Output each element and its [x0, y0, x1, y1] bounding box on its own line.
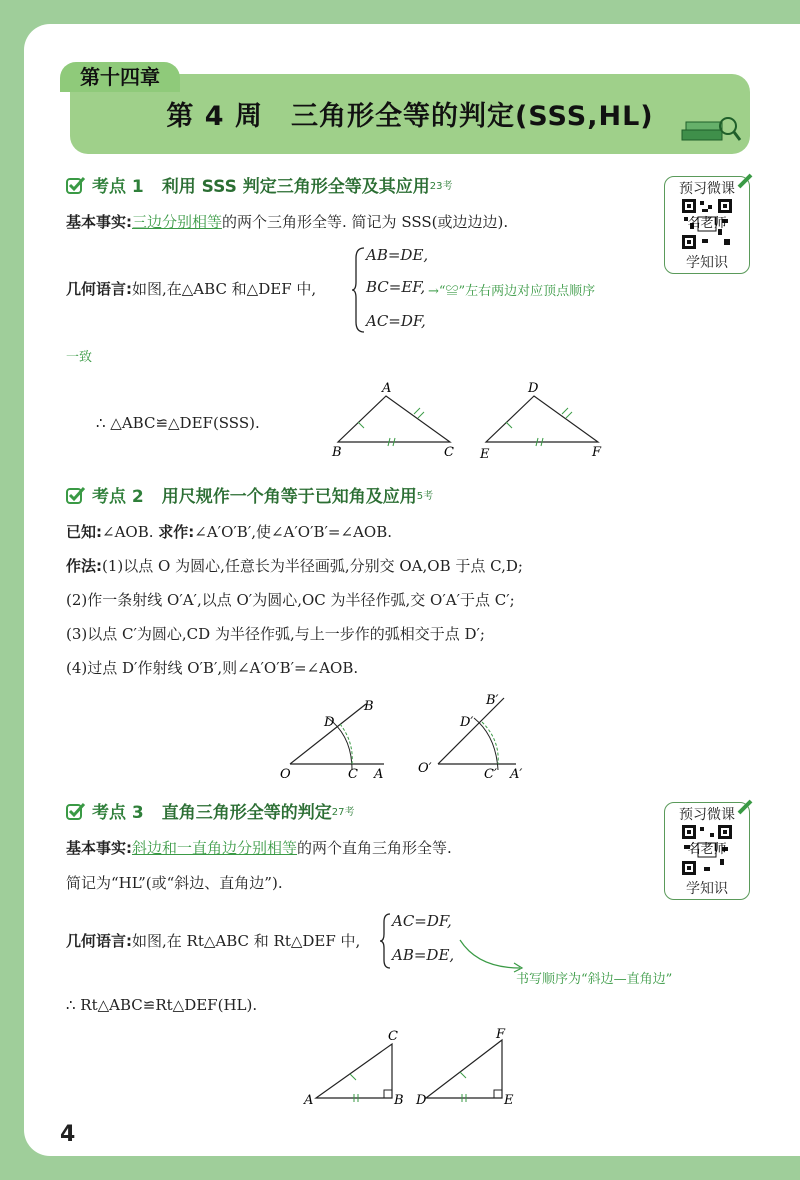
label-A: A — [382, 381, 392, 396]
page-number: 4 — [60, 1122, 76, 1147]
label-B-prime: B′ — [486, 693, 499, 708]
label-B: B — [394, 1093, 404, 1108]
label-D-prime: D′ — [460, 715, 474, 730]
section-2-count: 5考 — [416, 491, 434, 502]
s1-geo-label: 几何语言: — [66, 280, 132, 298]
s1-cond-1: AB=DE, — [366, 246, 429, 264]
s1-note-b: 一致 — [66, 350, 93, 365]
preview-qr-box-2[interactable] — [664, 802, 750, 900]
s2-method-label: 作法: — [66, 557, 102, 575]
label-O-prime: O′ — [418, 761, 432, 776]
s2-step-1-line — [66, 555, 523, 576]
qr-bottom-label: 学知识 — [686, 255, 728, 271]
section-2-title: 用尺规作一个角等于已知角及应用 — [161, 487, 417, 507]
s2-angles-figure — [276, 690, 536, 782]
label-A: A — [374, 767, 384, 782]
chapter-tab: 第十四章 — [60, 62, 180, 92]
section-1-title: 利用 SSS 判定三角形全等及其应用 — [161, 177, 430, 197]
pencil-icon — [737, 797, 755, 815]
s2-ask-label: 求作: — [158, 523, 195, 541]
s3-fact-green: 斜边和一直角边分别相等 — [132, 839, 298, 857]
s3-conclusion: ∴ Rt△ABC≌Rt△DEF(HL). — [66, 996, 258, 1014]
s1-geo-text: 如图,在△ABC 和△DEF 中, — [132, 280, 317, 298]
s3-fact-line — [66, 837, 452, 858]
s2-step-4: (4)过点 D′作射线 O′B′,则∠A′O′B′=∠AOB. — [66, 659, 359, 677]
s3-geo-line — [66, 930, 360, 951]
s3-note: 书写顺序为“斜边—直角边” — [516, 972, 673, 987]
s2-known-line — [66, 521, 392, 542]
label-A: A — [304, 1093, 314, 1108]
qr-top-label: 预习微课 — [679, 807, 735, 823]
label-E: E — [480, 447, 490, 462]
s3-geo-label: 几何语言: — [66, 932, 132, 950]
label-D: D — [324, 715, 335, 730]
s1-geo-line — [66, 278, 316, 299]
check-box-icon — [66, 486, 86, 504]
s1-conclusion: ∴ △ABC≌△DEF(SSS). — [96, 414, 260, 432]
qr-code-icon — [682, 199, 732, 249]
s3-fact-label: 基本事实: — [66, 839, 132, 857]
section-3-label: 考点 3 — [92, 803, 144, 823]
s1-triangles-figure — [320, 378, 620, 462]
qr-center-text: 名老师 — [687, 216, 727, 231]
section-2-label: 考点 2 — [92, 487, 144, 507]
s1-fact-label: 基本事实: — [66, 213, 132, 231]
label-F: F — [592, 445, 602, 460]
s2-ask: ∠A′O′B′,使∠A′O′B′=∠AOB. — [194, 523, 392, 541]
section-3-count: 27考 — [331, 807, 355, 818]
s3-geo-text: 如图,在 Rt△ABC 和 Rt△DEF 中, — [132, 932, 361, 950]
label-E: E — [504, 1093, 514, 1108]
label-C: C — [388, 1029, 398, 1044]
s1-cond-2: BC=EF, — [366, 278, 426, 296]
label-D: D — [416, 1093, 427, 1108]
s1-cond-3: AC=DF, — [366, 312, 426, 330]
label-D: D — [528, 381, 539, 396]
s1-fact-line — [66, 211, 508, 232]
label-C: C — [348, 767, 358, 782]
s2-step-3: (3)以点 C′为圆心,CD 为半径作弧,与上一步作的弧相交于点 D′; — [66, 625, 485, 643]
qr-bottom-label: 学知识 — [686, 881, 728, 897]
s1-note-a: →“≌”左右两边对应顶点顺序 — [428, 284, 596, 299]
label-C: C — [444, 445, 454, 460]
section-3-heading — [66, 798, 354, 823]
s2-known-label: 已知: — [66, 523, 102, 541]
s3-short: 简记为“HL”(或“斜边、直角边”). — [66, 874, 283, 892]
s3-fact-rest: 的两个直角三角形全等. — [297, 839, 452, 857]
s1-fact-green: 三边分别相等 — [132, 213, 223, 231]
s3-cond-1: AC=DF, — [392, 912, 452, 930]
section-1-count: 23考 — [429, 181, 453, 192]
s1-brace — [352, 246, 366, 334]
section-1-label: 考点 1 — [92, 177, 144, 197]
section-3-title: 直角三角形全等的判定 — [161, 803, 332, 823]
check-box-icon — [66, 176, 86, 194]
s3-brace — [380, 912, 392, 970]
label-C-prime: C′ — [484, 767, 497, 782]
s3-cond-2: AB=DE, — [392, 946, 455, 964]
preview-qr-box[interactable] — [664, 176, 750, 274]
section-2-heading — [66, 482, 433, 507]
label-O: O — [280, 767, 291, 782]
qr-code-icon — [682, 825, 732, 875]
label-B: B — [364, 699, 374, 714]
s1-fact-rest: 的两个三角形全等. 简记为 SSS(或边边边). — [222, 213, 509, 231]
s2-step-2: (2)作一条射线 O′A′,以点 O′为圆心,OC 为半径作弧,交 O′A′于点 C′; — [66, 591, 515, 609]
qr-center-text: 名老师 — [687, 842, 727, 857]
qr-top-label: 预习微课 — [679, 181, 735, 197]
pencil-icon — [737, 171, 755, 189]
label-F: F — [496, 1027, 506, 1042]
s2-step-1: (1)以点 O 为圆心,任意长为半径画弧,分别交 OA,OB 于点 C,D; — [102, 557, 523, 575]
label-B: B — [332, 445, 342, 460]
books-icon — [678, 110, 742, 146]
check-box-icon — [66, 802, 86, 820]
s2-known: ∠AOB. — [102, 523, 154, 541]
section-1-heading — [66, 172, 453, 197]
week-title: 第 4 周 三角形全等的判定(SSS,HL) — [166, 101, 654, 132]
s3-right-triangles-figure — [300, 1026, 530, 1110]
label-A-prime: A′ — [510, 767, 523, 782]
